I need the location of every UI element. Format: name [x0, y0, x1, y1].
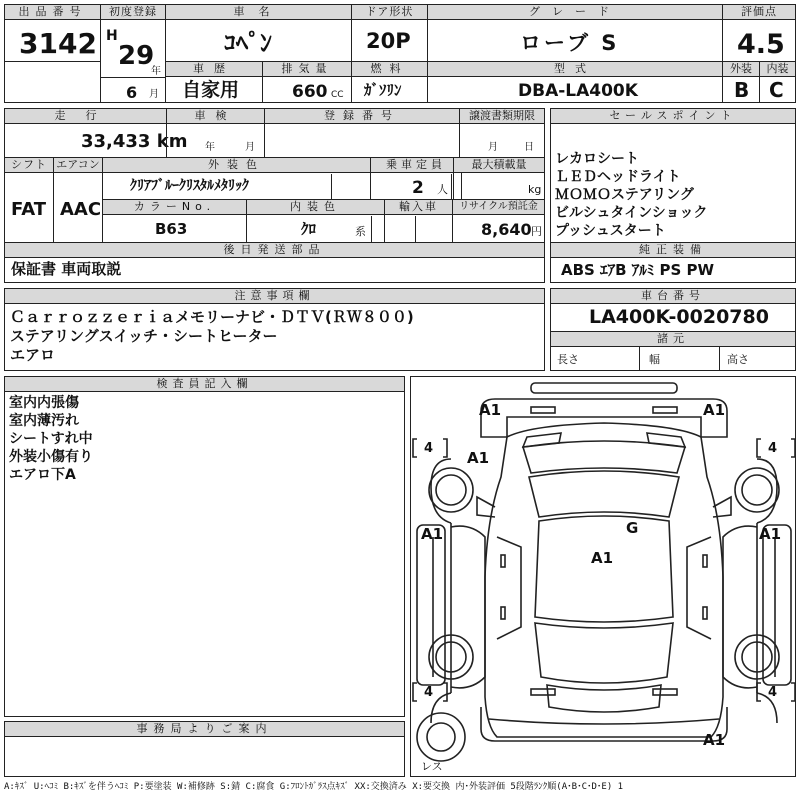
shift-cell [4, 157, 54, 243]
legend: A:ｷｽﾞ U:ﾍｺﾐ B:ｷｽﾞを伴うﾍｺﾐ P:要塗装 W:補修跡 S:錆 C:腐食 G:ﾌﾛﾝﾄｶﾞﾗｽ点ｷｽﾞ XX:交換済み X:要交換 内･外装評価 5段階ﾗﾝｸ順(A･B･C･D･E) 1 [4, 782, 624, 792]
seats-unit: 人 [437, 183, 448, 196]
recycle-cell [452, 199, 545, 243]
exterior-grade-cell [722, 61, 760, 103]
interior-grade-cell [759, 61, 796, 103]
interior-color-label: 内装色 [247, 200, 384, 215]
mileage-cell [4, 108, 188, 158]
era: H [106, 28, 118, 44]
fuel-label: 燃料 [352, 62, 427, 77]
office-label: 事務局よりご案内 [5, 722, 404, 737]
chassis-cell [550, 288, 796, 371]
history: 自家用 [182, 79, 240, 101]
plate-label: 登録番号 [265, 109, 459, 124]
month-unit: 月 [149, 89, 159, 100]
score-cell [722, 4, 796, 62]
aircon: AAC [60, 199, 102, 220]
damage-mark: A1 [703, 731, 726, 749]
cc-unit: CC [331, 90, 344, 100]
fuel-cell [351, 61, 428, 103]
exterior-color-cell [102, 157, 371, 200]
model: DBA-LA400K [518, 81, 638, 101]
damage-mark: A1 [591, 549, 614, 567]
inspection-month-unit: 月 [245, 142, 255, 153]
inspection-cell [166, 108, 265, 158]
interior-grade-label: 内装 [760, 62, 795, 77]
exterior-color-label: 外装色 [103, 158, 370, 173]
notes-label: 注意事項欄 [5, 289, 544, 304]
displacement-label: 排気量 [263, 62, 351, 77]
recycle-label: リサイクル預託金 [453, 200, 544, 215]
seats-label: 乗車定員 [371, 158, 461, 173]
later-parts-cell [4, 242, 545, 283]
note-line: Ｃａｒｒｏｚｚｅｒｉａメモリーナビ・ＤＴＶ(ＲＷ８００) [10, 308, 414, 326]
lot-number-cell [4, 4, 101, 62]
shift: FAT [11, 199, 47, 220]
grade-cell [427, 4, 723, 62]
damage-mark: A1 [467, 449, 490, 467]
import-cell [384, 199, 453, 243]
interior-grade: C [769, 78, 784, 102]
sales-point: ＬＥＤヘッドライト [555, 169, 681, 185]
sales-point: プッシュスタート [555, 223, 666, 239]
first-registration-label: 初度登録 [101, 5, 165, 20]
sales-point: レカロシート [555, 151, 639, 167]
inspector-line: エアロ下A [9, 467, 76, 483]
inspector-cell [4, 376, 405, 717]
color-number-label: カラーNo. [103, 200, 246, 215]
damage-mark: A1 [759, 525, 782, 543]
equipment-cell [550, 242, 796, 283]
mileage-label: 走行 [5, 109, 166, 124]
lot-number-blank [4, 61, 101, 103]
interior-color-suffix: 系 [355, 225, 366, 238]
aircon-cell [53, 157, 103, 243]
chassis-label: 車台番号 [551, 289, 795, 304]
dimensions-label: 諸元 [551, 331, 795, 347]
sales-points-cell [550, 108, 796, 243]
transfer-label: 譲渡書類期限 [460, 109, 544, 124]
damage-diagram [410, 376, 796, 777]
seats-cell [370, 157, 462, 200]
aircon-label: エアコン [54, 158, 102, 173]
registration-year: 29 [118, 41, 155, 71]
damage-mark: G [626, 519, 639, 537]
sales-point: ＭＯＭＯステアリング [555, 187, 694, 203]
inspector-line: シートすれ中 [9, 431, 93, 447]
lot-number-label: 出品番号 [5, 5, 100, 20]
exterior-grade-label: 外装 [723, 62, 759, 77]
car-diagram-outline [411, 377, 797, 778]
transfer-cell [459, 108, 545, 158]
seats: 2 [412, 178, 424, 198]
office-cell [4, 721, 405, 777]
car-name: ｺﾍﾟﾝ [224, 29, 272, 57]
sales-point: ビルシュタインショック [555, 205, 708, 221]
later-parts-label: 後日発送部品 [5, 243, 544, 258]
note-line: エアロ [10, 346, 56, 364]
door-type: 20P [366, 29, 411, 53]
inspector-label: 検査員記入欄 [5, 377, 404, 392]
fuel: ｶﾞｿﾘﾝ [364, 81, 402, 99]
sales-points-label: セールスポイント [551, 109, 795, 124]
height-label: 高さ [727, 353, 749, 366]
lot-number: 3142 [19, 27, 97, 60]
door-cell [351, 4, 428, 62]
length-label: 長さ [557, 353, 579, 366]
first-registration-cell [100, 4, 166, 103]
displacement: 660 [292, 82, 328, 102]
tire-tread: 4 [768, 441, 778, 456]
model-label: 型式 [428, 62, 722, 77]
max-load-unit: kg [528, 183, 542, 196]
inspector-line: 外装小傷有り [9, 449, 93, 465]
inspector-line: 室内薄汚れ [9, 413, 79, 429]
model-cell [427, 61, 723, 103]
max-load-cell [453, 157, 545, 200]
car-name-label: 車名 [166, 5, 351, 20]
plate-cell [264, 108, 460, 158]
history-cell [165, 61, 263, 103]
score-label: 評価点 [723, 5, 795, 20]
registration-month: 6 [126, 83, 138, 102]
displacement-cell [262, 61, 352, 103]
inspection-label: 車検 [167, 109, 264, 124]
note-line: ステアリングスイッチ・シートヒーター [10, 327, 278, 345]
width-label: 幅 [649, 353, 660, 366]
recycle-deposit: 8,640 [481, 220, 532, 239]
later-parts: 保証書 車両取説 [11, 260, 122, 278]
spare-tire-note: レス [421, 760, 443, 773]
inspection-year-unit: 年 [205, 142, 215, 153]
transfer-month-unit: 月 [488, 142, 498, 153]
chassis-number: LA400K-0020780 [589, 306, 769, 328]
transfer-day-unit: 日 [524, 142, 534, 153]
car-name-cell [165, 4, 352, 62]
color-number-cell [102, 199, 247, 243]
grade-label: グレード [428, 5, 722, 20]
interior-color-cell [246, 199, 385, 243]
tire-tread: 4 [424, 441, 434, 456]
grade: ローブ S [520, 31, 620, 55]
score: 4.5 [737, 29, 785, 60]
tire-tread: 4 [768, 685, 778, 700]
year-unit: 年 [151, 66, 161, 77]
inspector-line: 室内内張傷 [9, 395, 79, 411]
notes-cell [4, 288, 545, 371]
tire-tread: 4 [424, 685, 434, 700]
damage-mark: A1 [479, 401, 502, 419]
equipment: ABS ｴｱB ｱﾙﾐ PS PW [561, 261, 715, 279]
shift-label: シフト [5, 158, 53, 173]
mileage: 33,433 km [81, 131, 188, 152]
exterior-color: ｸﾘｱﾌﾞﾙｰｸﾘｽﾀﾙﾒﾀﾘｯｸ [130, 178, 249, 194]
history-label: 車歴 [166, 62, 262, 77]
damage-mark: A1 [421, 525, 444, 543]
color-number: B63 [155, 220, 188, 238]
max-load-label: 最大積載量 [454, 158, 544, 173]
door-label: ドア形状 [352, 5, 427, 20]
damage-mark: A1 [703, 401, 726, 419]
exterior-grade: B [734, 78, 750, 102]
equipment-label: 純正装備 [551, 243, 795, 258]
recycle-unit: 円 [531, 225, 542, 238]
import-label: 輸入車 [385, 200, 452, 215]
interior-color: ｸﾛ [301, 220, 317, 238]
